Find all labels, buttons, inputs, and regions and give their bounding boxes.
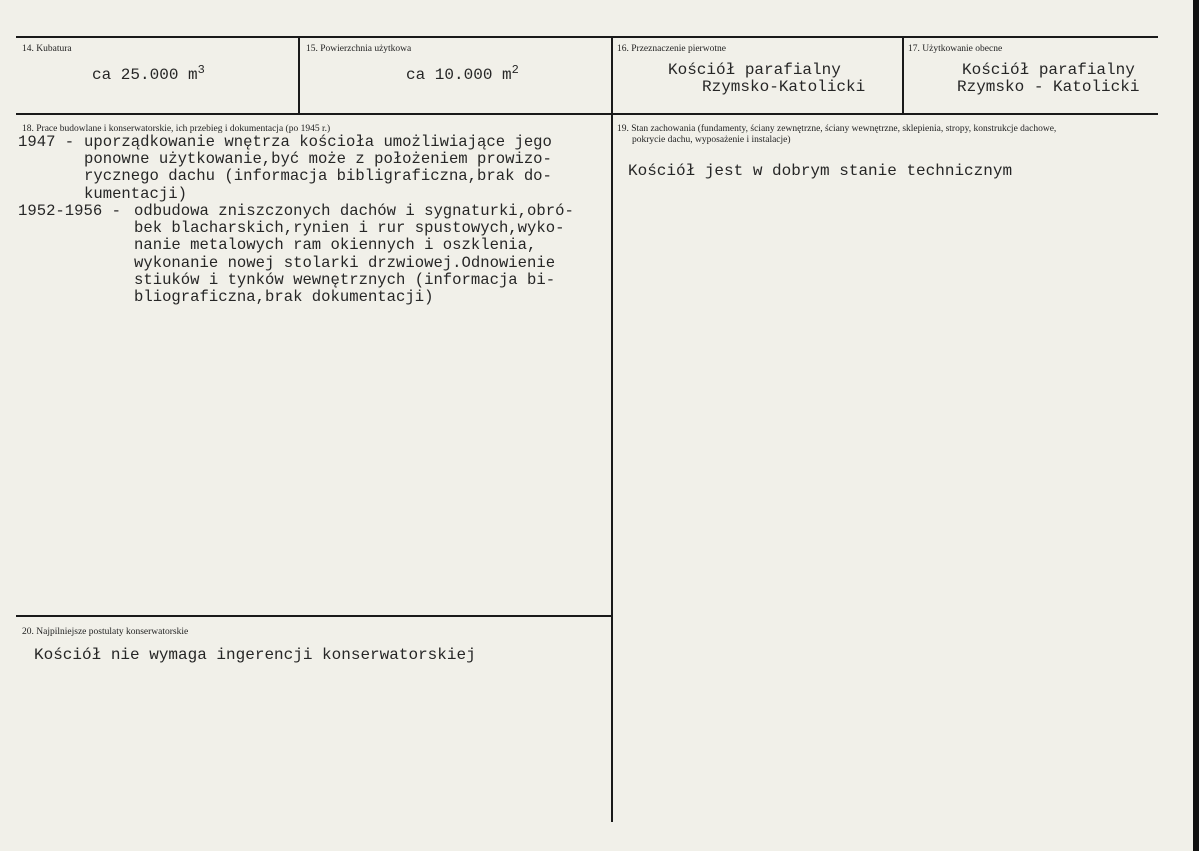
przeznaczenie-label: 16. Przeznaczenie pierwotne [617, 44, 726, 54]
powierzchnia-exponent: 2 [511, 63, 519, 77]
stan-label-line1: 19. Stan zachowania (fundamenty, ściany zewnętrzne, ściany wewnętrzne, sklepienia, stropy, konstrukcje dachowe, [617, 124, 1057, 134]
uzytkowanie-line2: Rzymsko - Katolicki [957, 78, 1140, 96]
uzytkowanie-label: 17. Użytkowanie obecne [908, 44, 1003, 54]
uzytkowanie-line1: Kościół parafialny [962, 61, 1135, 79]
postulaty-value: Kościół nie wymaga ingerencji konserwatorskiej [34, 646, 476, 664]
przeznaczenie-line1: Kościół parafialny [668, 61, 841, 79]
divider-center [611, 36, 613, 822]
prace-entry-year: 1947 - [18, 133, 75, 151]
przeznaczenie-line2: Rzymsko-Katolicki [702, 78, 866, 96]
prace-entry-1952 [18, 203, 574, 306]
stan-value: Kościół jest w dobrym stanie technicznym [628, 162, 1013, 180]
powierzchnia-value: ca 10.000 $m^2$ [406, 63, 519, 84]
scan-edge [1193, 0, 1199, 851]
kubatura-label: 14. Kubatura [22, 44, 72, 54]
divider-16-17 [902, 36, 904, 114]
prace-entry-1947 [18, 134, 552, 203]
stan-label-line2: pokrycie dachu, wyposażenie i instalacje) [632, 135, 791, 145]
postulaty-label: 20. Najpilniejsze postulaty konserwatorskie [22, 627, 189, 637]
top-rule [16, 36, 1158, 38]
divider-14-15 [298, 36, 300, 114]
section-20-rule [16, 615, 613, 617]
header-row-rule [16, 113, 1158, 115]
prace-label: 18. Prace budowlane i konserwatorskie, ich przebieg i dokumentacja (po 1945 r.) [22, 124, 331, 134]
kubatura-exponent: 3 [197, 63, 205, 77]
prace-entry-year: 1952-1956 - [18, 202, 121, 220]
kubatura-value: ca 25.000 $m^3$ [92, 63, 205, 84]
powierzchnia-label: 15. Powierzchnia użytkowa [306, 44, 412, 54]
prace-entry-text: odbudowa zniszczonych dachów i sygnaturki,obró- bek blacharskich,rynien i rur spustowych,wyko- nanie metalowych ram okiennych i oszklenia, wykonanie nowej stolarki drzwiowej.Odnowienie stiuków i tynków wewnętrznych (informacja bi- bliograficzna,brak dokumentacji) [134, 202, 574, 307]
prace-entry-text: uporządkowanie wnętrza kościoła umożliwiające jego ponowne użytkowanie,być może z położeniem prowizo- rycznego dachu (informacja bibligraficzna,brak do- kumentacji) [84, 133, 552, 203]
